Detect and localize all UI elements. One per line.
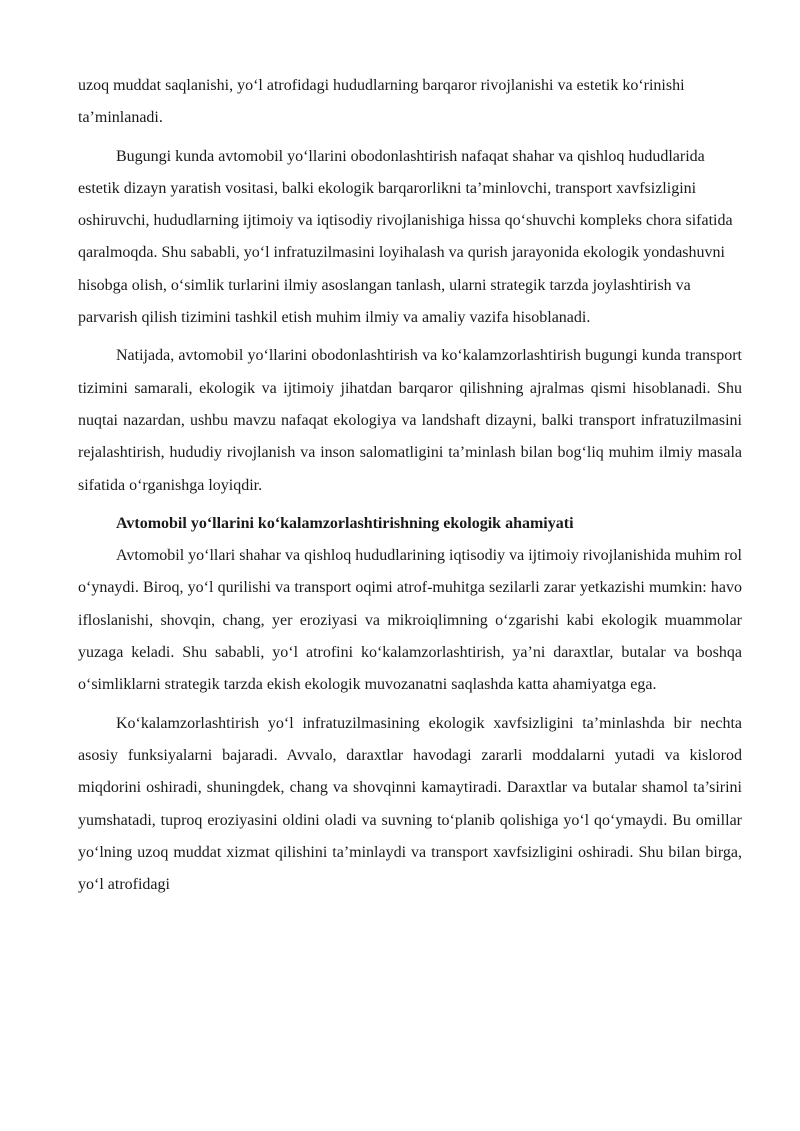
- paragraph-roads-role: Avtomobil yo‘llari shahar va qishloq hududlarining iqtisodiy va ijtimoiy rivojlanishida muhim rol o‘ynaydi. Biroq, yo‘l qurilishi va transport oqimi atrof-muhitga sezilarli zarar yetkazishi mumkin: havo ifloslanishi, shovqin, chang, yer eroziyasi va mikroiqlimning o‘zgarishi kabi ekologik muammolar yuzaga keladi. Shu sababli, yo‘l atrofini ko‘kalamzorlashtirish, ya’ni daraxtlar, butalar va boshqa o‘simliklarni strategik tarzda ekish ekologik muvozanatni saqlashda katta ahamiyatga ega.: [78, 547, 742, 694]
- document-body: [78, 70, 742, 901]
- paragraph-conclusion: Natijada, avtomobil yo‘llarini obodonlashtirish va ko‘kalamzorlashtirish bugungi kunda transport tizimini samarali, ekologik va ijtimoiy jihatdan barqaror qilishning ajralmas qismi hisoblanadi. Shu nuqtai nazardan, ushbu mavzu nafaqat ekologiya va landshaft dizayni, balki transport infratuzilmasini rejalashtirish, hududiy rivojlanish va inson salomatligini ta’minlash bilan bog‘liq muhim ilmiy masala sifatida o‘rganishga loyiqdir.: [78, 347, 742, 494]
- paragraph-today: Bugungi kunda avtomobil yo‘llarini obodonlashtirish nafaqat shahar va qishloq hududlarida estetik dizayn yaratish vositasi, balki ekologik barqarorlikni ta’minlovchi, transport xavfsizligini oshiruvchi, hududlarning ijtimoiy va iqtisodiy rivojlanishiga hissa qo‘shuvchi kompleks chora sifatida qaralmoqda. Shu sababli, yo‘l infratuzilmasini loyihalash va qurish jarayonida ekologik yondashuvni hisobga olish, o‘simlik turlarini ilmiy asoslangan tanlash, ularni strategik tarzda joylashtirish va parvarish qilish tizimini tashkil etish muhim ilmiy va amaliy vazifa hisoblanadi.: [78, 147, 733, 327]
- section-heading: Avtomobil yo‘llarini ko‘kalamzorlashtirishning ekologik ahamiyati: [116, 514, 574, 532]
- paragraph-greening-functions: Ko‘kalamzorlashtirish yo‘l infratuzilmasining ekologik xavfsizligini ta’minlashda bir nechta asosiy funksiyalarni bajaradi. Avvalo, daraxtlar havodagi zararli moddalarni yutadi va kislorod miqdorini oshiradi, shuningdek, chang va shovqinni kamaytiradi. Daraxtlar va butalar shamol ta’sirini yumshatadi, tuproq eroziyasini oldini oladi va suvning to‘planib qolishiga yo‘l qo‘ymaydi. Bu omillar yo‘lning uzoq muddat xizmat qilishini ta’minlaydi va transport xavfsizligini oshiradi. Shu bilan birga, yo‘l atrofidagi: [78, 714, 742, 894]
- paragraph-continuation: uzoq muddat saqlanishi, yo‘l atrofidagi hududlarning barqaror rivojlanishi va estetik ko‘rinishi ta’minlanadi.: [78, 77, 685, 127]
